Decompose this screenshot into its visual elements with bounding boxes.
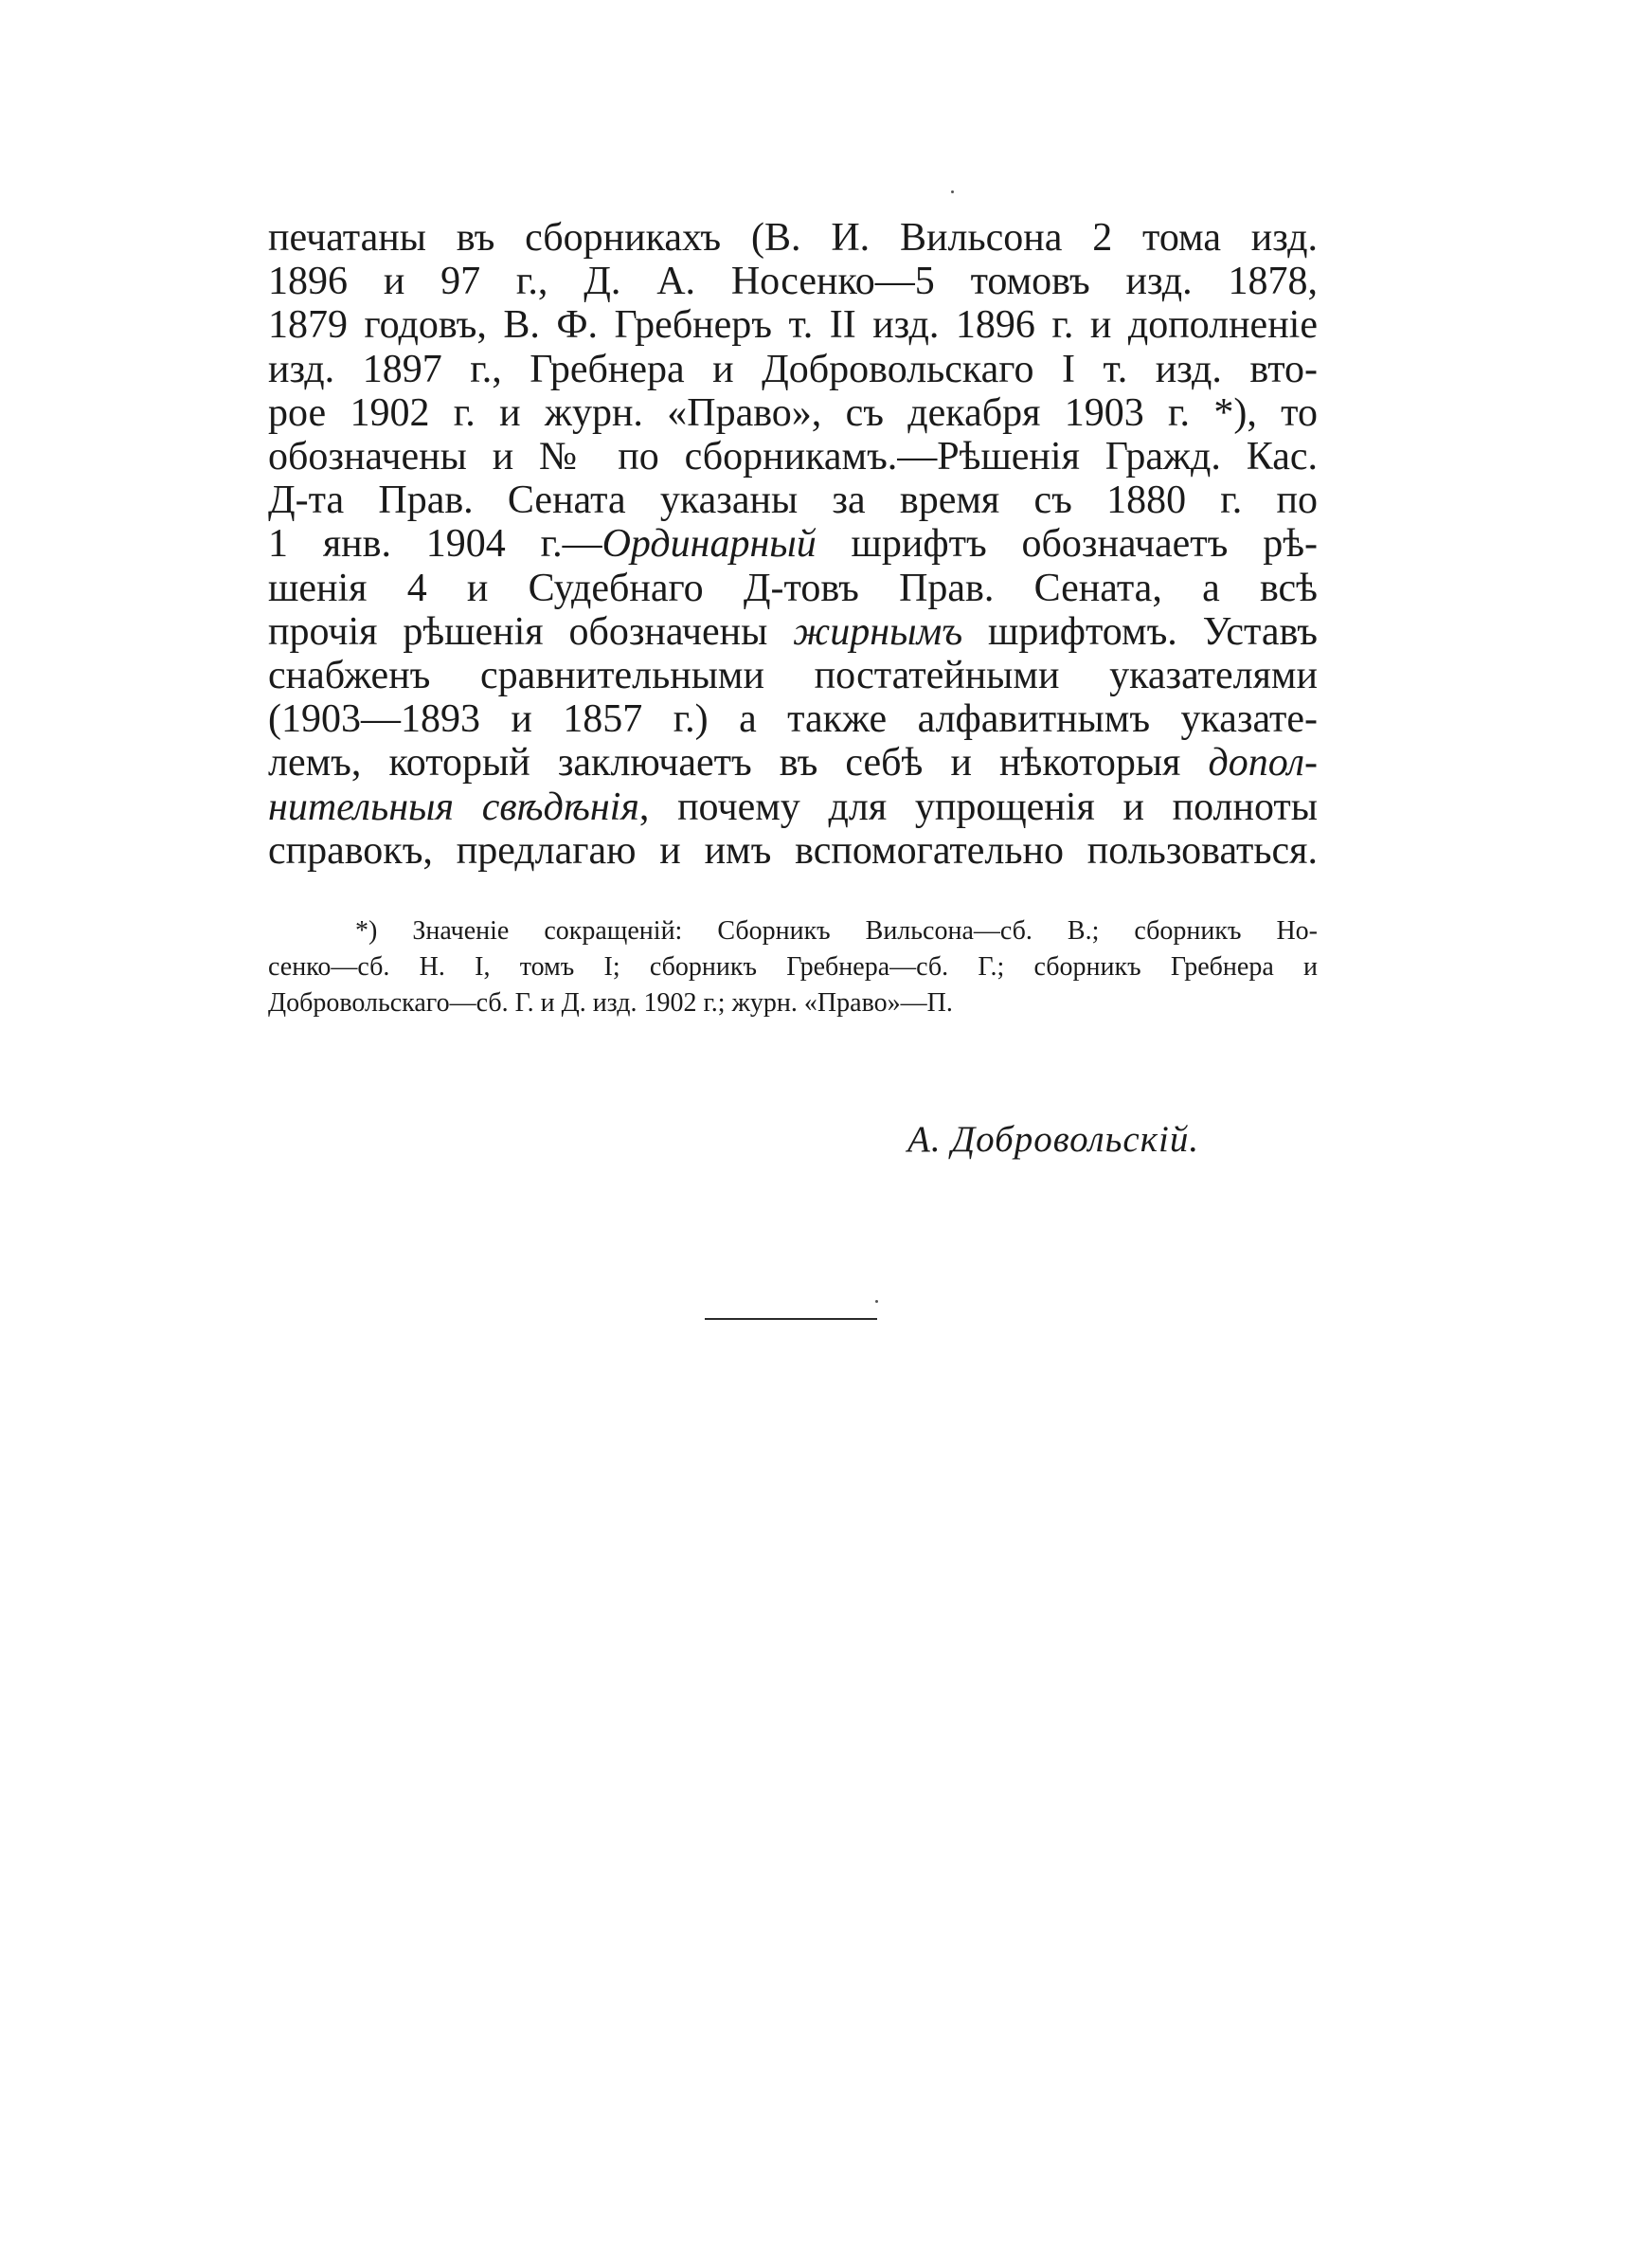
closing-rule xyxy=(705,1318,877,1320)
text-line: обозначены и № по сборникамъ.—Рѣшенія Гражд. Кас. xyxy=(268,435,1318,479)
main-paragraph xyxy=(268,216,1318,873)
text-line: 1896 и 97 г., Д. А. Носенко—5 томовъ изд. 1878, xyxy=(268,260,1318,304)
italic-term: нительныя свѣдѣнія xyxy=(268,785,639,829)
text-line: 1879 годовъ, В. Ф. Гребнеръ т. II изд. 1896 г. и дополненіе xyxy=(268,303,1318,348)
scan-speck xyxy=(875,1300,878,1303)
text-line: печатаны въ сборникахъ (В. И. Вильсона 2 тома изд. xyxy=(268,216,1318,260)
text-line: справокъ, предлагаю и имъ вспомогательно пользоваться. xyxy=(268,828,1318,873)
text-line: лемъ, который заключаетъ въ себѣ и нѣкоторыя допол- xyxy=(268,741,1318,785)
text-line: 1 янв. 1904 г.—Ординарный шрифтъ обозначаетъ рѣ- xyxy=(268,522,1318,567)
footnote xyxy=(268,913,1318,1021)
italic-term: Ординарный xyxy=(602,522,817,567)
text-line: Д-та Прав. Сената указаны за время съ 1880 г. по xyxy=(268,478,1318,523)
footnote-line: сенко—сб. Н. I, томъ I; сборникъ Гребнера—сб. Г.; сборникъ Гребнера и xyxy=(268,952,1318,982)
text-line: изд. 1897 г., Гребнера и Добровольскаго I т. изд. вто- xyxy=(268,347,1318,391)
italic-term: допол- xyxy=(1208,741,1318,785)
text-line: рое 1902 г. и журн. «Право», съ декабря 1903 г. *), то xyxy=(268,390,1318,435)
author-signature: А. Добровольскій. xyxy=(907,1119,1200,1160)
text-line: снабженъ сравнительными постатейными указателями xyxy=(268,654,1318,698)
text-line: нительныя свѣдѣнія, почему для упрощенія и полноты xyxy=(268,785,1319,829)
text-line: шенія 4 и Судебнаго Д-товъ Прав. Сената, а всѣ xyxy=(268,566,1318,610)
text-line: прочія рѣшенія обозначены жирнымъ шрифтомъ. Уставъ xyxy=(268,609,1318,654)
text-line: (1903—1893 и 1857 г.) а также алфавитнымъ указате- xyxy=(268,697,1318,742)
scan-speck xyxy=(951,190,954,193)
footnote-line: *) Значеніе сокращеній: Сборникъ Вильсона—сб. В.; сборникъ Но- xyxy=(355,916,1318,946)
italic-term: жирнымъ xyxy=(793,609,963,654)
footnote-line: Добровольскаго—сб. Г. и Д. изд. 1902 г.; журн. «Право»—П. xyxy=(268,988,953,1018)
